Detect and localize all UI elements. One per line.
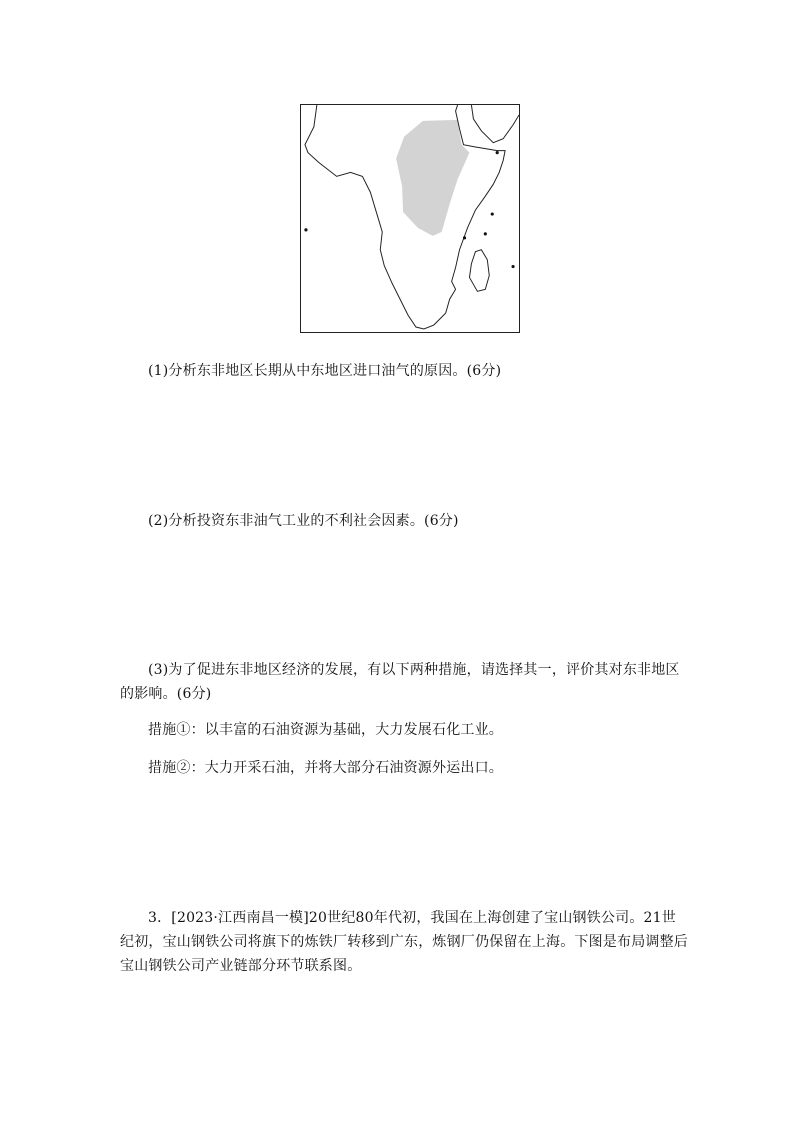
measure-1: 措施①：以丰富的石油资源为基础，大力发展石化工业。 [148, 722, 503, 738]
measure-2: 措施②：大力开采石油，并将大部分石油资源外运出口。 [148, 760, 503, 776]
east-africa-map [300, 104, 520, 333]
madagascar-outline [469, 250, 489, 292]
shaded-east-africa-region [396, 120, 469, 236]
question-3-line-1: (3)为了促进东非地区经济的发展，有以下两种措施，请选择其一，评价其对东非地区 [148, 662, 680, 678]
island-dot [491, 212, 494, 215]
question-3-line-2: 的影响。(6分) [120, 686, 212, 702]
island-dot [484, 232, 487, 235]
problem-3-line-2: 纪初，宝山钢铁公司将旗下的炼铁厂转移到广东，炼钢厂仍保留在上海。下图是布局调整后 [120, 934, 688, 950]
question-2: (2)分析投资东非油气工业的不利社会因素。(6分) [148, 513, 459, 529]
problem-3-line-1: 3．[2023·江西南昌一模]20世纪80年代初，我国在上海创建了宝山钢铁公司。21世 [148, 910, 676, 926]
island-dot [511, 265, 514, 268]
island-dot [304, 228, 307, 231]
arabian-coastline [471, 105, 519, 143]
problem-3-line-3: 宝山钢铁公司产业链部分环节联系图。 [120, 958, 362, 974]
island-dot [463, 236, 466, 239]
question-1: (1)分析东非地区长期从中东地区进口油气的原因。(6分) [148, 363, 502, 379]
island-dot [496, 151, 499, 154]
